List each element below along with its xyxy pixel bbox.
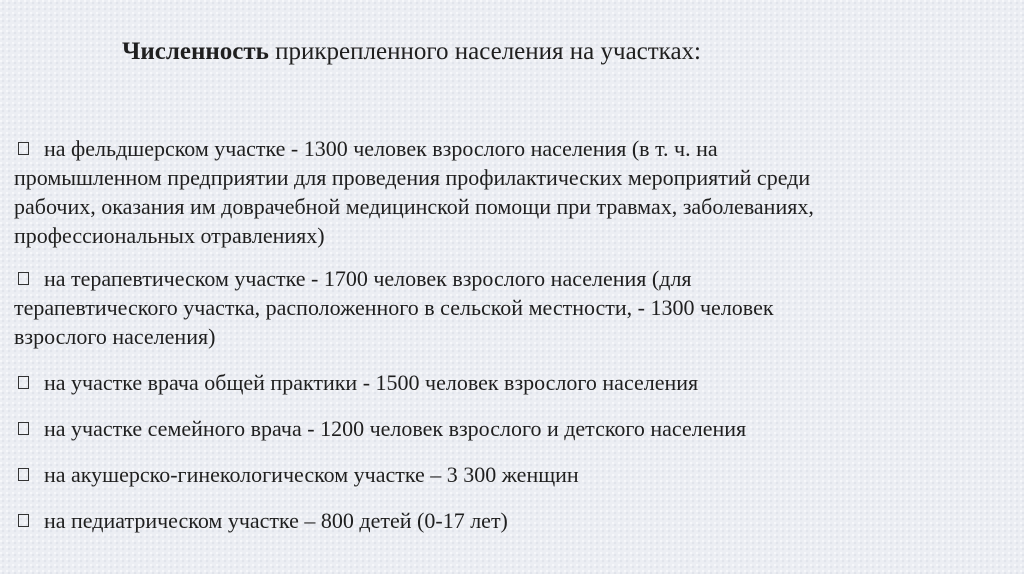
list-item-line: на акушерско-гинекологическом участке – 3 300 женщин — [44, 462, 579, 487]
list-item-line: на участке врача общей практики - 1500 человек взрослого населения — [44, 370, 699, 395]
list-item-line: на участке семейного врача - 1200 человек взрослого и детского населения — [44, 416, 747, 441]
square-bullet-icon — [18, 272, 29, 285]
list-item-line: на терапевтическом участке - 1700 человек взрослого населения (для — [44, 266, 692, 291]
title-rest: прикрепленного населения на участках: — [275, 38, 701, 65]
list-item-family-doctor — [14, 414, 1004, 443]
list-item-pediatric — [14, 506, 1004, 535]
square-bullet-icon — [18, 514, 29, 527]
bullet-list — [14, 134, 1004, 552]
square-bullet-icon — [18, 468, 29, 481]
list-item-line: рабочих, оказания им доврачебной медицинской помощи при травмах, заболеваниях, — [14, 194, 814, 219]
list-item-line: на педиатрическом участке – 800 детей (0-17 лет) — [44, 508, 508, 533]
title-bold-word: Численность — [122, 38, 269, 65]
square-bullet-icon — [18, 422, 29, 435]
list-item-line: терапевтического участка, расположенного в сельской местности, - 1300 человек — [14, 295, 774, 320]
list-item-line: на фельдшерском участке - 1300 человек взрослого населения (в т. ч. на — [44, 136, 718, 161]
slide-title — [122, 36, 701, 68]
list-item-obstetric — [14, 460, 1004, 489]
list-item-line: взрослого населения) — [14, 324, 216, 349]
square-bullet-icon — [18, 142, 29, 155]
list-item-line: промышленном предприятии для проведения профилактических мероприятий среди — [14, 165, 811, 190]
list-item-general-practice — [14, 368, 1004, 397]
list-item-line: профессиональных отравлениях) — [14, 223, 325, 248]
list-item-therapeutic — [14, 264, 1004, 351]
list-item-feldsher — [14, 134, 1004, 250]
square-bullet-icon — [18, 376, 29, 389]
